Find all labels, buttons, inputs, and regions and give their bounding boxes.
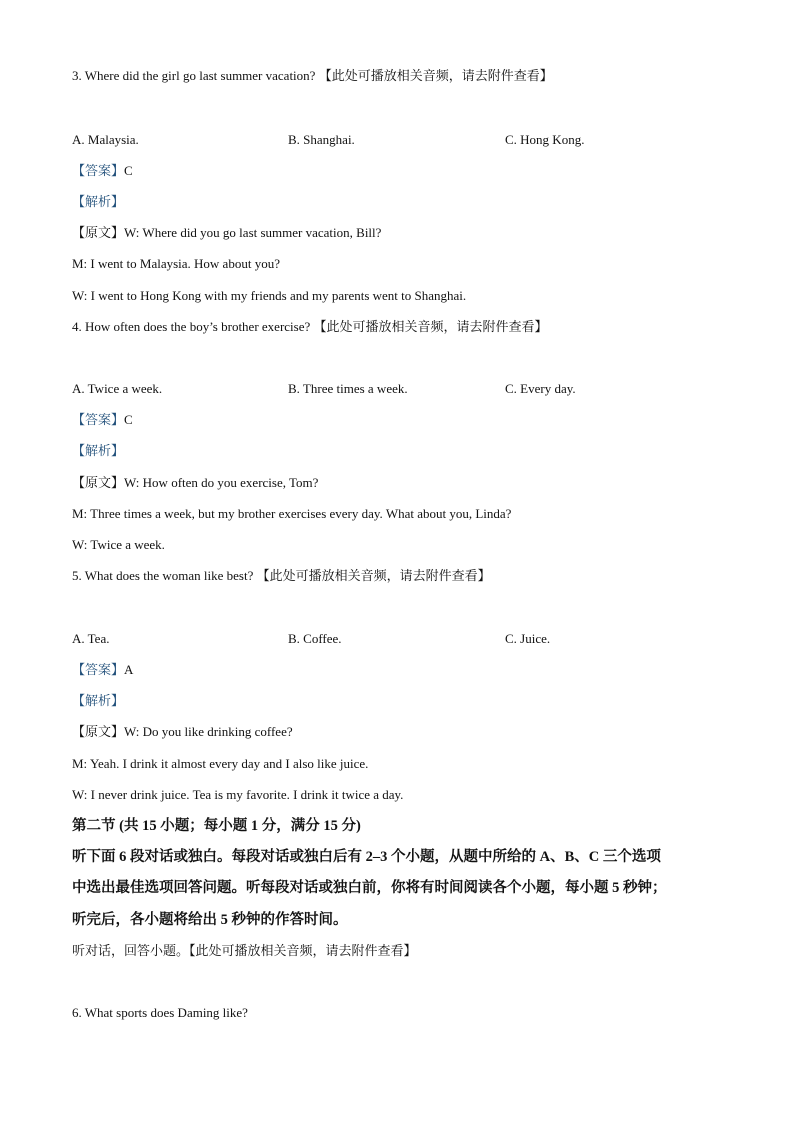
transcript-line: M: Yeah. I drink it almost every day and I also like juice. [72,756,369,771]
answer-value: A [124,662,134,677]
original-tag: 【原文】 [72,724,125,739]
transcript-line [72,225,381,241]
option-c: C. Hong Kong. [505,132,585,147]
option-c: C. Juice. [505,631,551,646]
option-a: A. Malaysia. [72,132,139,147]
original-tag: 【原文】 [72,225,125,240]
analysis-tag: 【解析】 [72,443,125,458]
instruction-line: 中选出最佳选项回答问题。听每段对话或独白前，你将有时间阅读各个小题，每小题 5 秒钟； [72,880,667,896]
audio-note[interactable]: 【此处可播放相关音频，请去附件查看】 [189,943,417,958]
option-a: A. Tea. [72,631,110,646]
transcript-line: M: I went to Malaysia. How about you? [72,256,280,271]
transcript-line: W: I never drink juice. Tea is my favorite. I drink it twice a day. [72,787,404,802]
transcript-line: M: Three times a week, but my brother exercises every day. What about you, Linda? [72,506,512,521]
option-a: A. Twice a week. [72,381,163,396]
section-title: 第二节 (共 15 小题；每小题 1 分，满分 15 分) [72,818,361,834]
question-4 [72,319,548,335]
audio-note[interactable]: 【此处可播放相关音频，请去附件查看】 [256,568,491,583]
question-3-text: 3. Where did the girl go last summer vacation? [72,68,316,83]
answer-line [72,163,133,179]
transcript-line [72,475,318,491]
question-5 [72,568,491,584]
instruction-line: 听下面 6 段对话或独白。每段对话或独白后有 2–3 个小题，从题中所给的 A、B、C 三个选项 [72,849,661,865]
question-3 [72,68,553,84]
prompt-text: 听对话，回答小题。 [72,943,190,958]
option-b: B. Coffee. [288,631,342,646]
answer-tag: 【答案】 [72,662,125,677]
transcript-line: W: Twice a week. [72,537,165,552]
answer-line [72,412,133,428]
transcript-line [72,724,293,740]
transcript-text: W: Where did you go last summer vacation, Bill? [124,225,382,240]
answer-value: C [124,163,133,178]
original-tag: 【原文】 [72,475,125,490]
answer-line [72,662,133,678]
answer-tag: 【答案】 [72,163,125,178]
option-c: C. Every day. [505,381,576,396]
transcript-line: W: I went to Hong Kong with my friends and my parents went to Shanghai. [72,288,467,303]
question-6: 6. What sports does Daming like? [72,1005,248,1020]
section-prompt [72,943,417,959]
audio-note[interactable]: 【此处可播放相关音频，请去附件查看】 [313,319,548,334]
audio-note[interactable]: 【此处可播放相关音频，请去附件查看】 [318,68,553,83]
answer-value: C [124,412,133,427]
analysis-tag: 【解析】 [72,194,125,209]
transcript-text: W: How often do you exercise, Tom? [124,475,319,490]
option-b: B. Shanghai. [288,132,355,147]
option-b: B. Three times a week. [288,381,408,396]
question-5-text: 5. What does the woman like best? [72,568,254,583]
question-4-text: 4. How often does the boy’s brother exercise? [72,319,311,334]
transcript-text: W: Do you like drinking coffee? [124,724,293,739]
answer-tag: 【答案】 [72,412,125,427]
analysis-tag: 【解析】 [72,693,125,708]
instruction-line: 听完后，各小题将给出 5 秒钟的作答时间。 [72,912,348,928]
